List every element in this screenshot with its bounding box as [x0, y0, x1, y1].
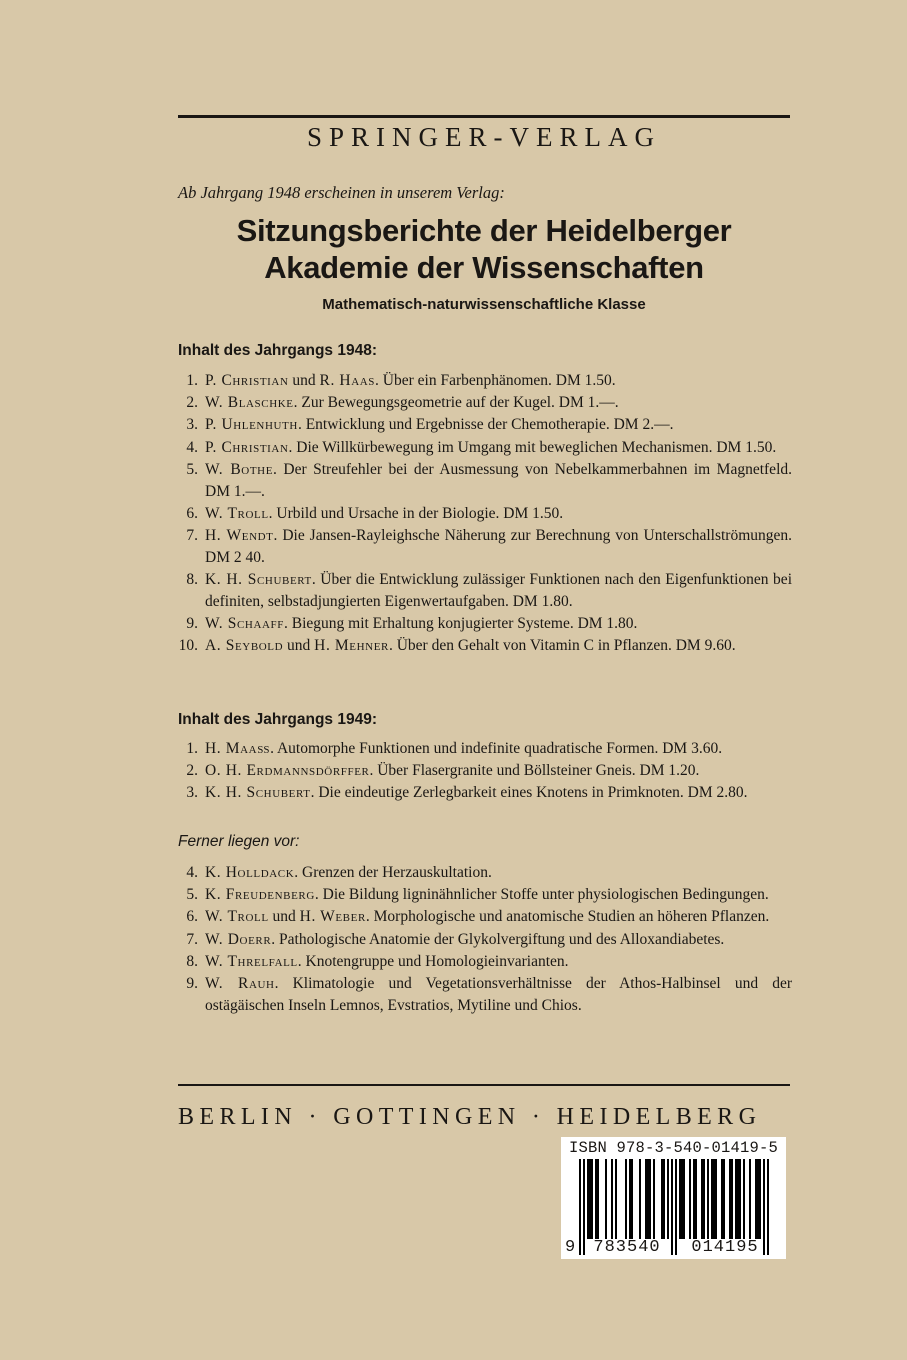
barcode-bar — [597, 1159, 599, 1239]
item-author: K. Freudenberg — [205, 886, 315, 904]
barcode-bar — [605, 1159, 607, 1239]
barcode-bar — [739, 1159, 741, 1239]
author-separator: und — [283, 637, 315, 655]
barcode-bar — [693, 1159, 695, 1239]
item-text: . Klimatologie und Vegetationsverhältnisse der Athos-Halbinsel und der ostägäischen Inseln Lemnos, Evstratios, Mytiline und Chios. — [205, 974, 792, 1014]
barcode-bar — [587, 1159, 589, 1239]
list-item — [178, 569, 792, 613]
item-number: 1. — [186, 372, 198, 389]
barcode-bar — [715, 1159, 717, 1239]
barcode-bar — [757, 1159, 759, 1239]
item-text: . Knotengruppe und Homologieinvarianten. — [297, 952, 569, 970]
author-separator: und — [288, 372, 320, 389]
list-item — [178, 738, 792, 760]
heading-ferner: Ferner liegen vor: — [178, 833, 300, 850]
barcode-bar — [663, 1159, 665, 1239]
item-text: . Pathologische Anatomie der Glykolvergiftung und des Alloxandiabetes. — [271, 930, 725, 948]
heading-1948: Inhalt des Jahrgangs 1948: — [178, 342, 377, 359]
isbn-barcode — [561, 1137, 786, 1259]
list-item — [178, 635, 792, 657]
item-text: . Zur Bewegungsgeometrie auf der Kugel. DM 1.—. — [293, 394, 619, 412]
item-number: 8. — [186, 952, 198, 970]
item-author: W. Troll — [205, 504, 269, 522]
item-author: W. Schaaff — [205, 614, 284, 632]
series-subtitle: Mathematisch-naturwissenschaftliche Klasse — [322, 296, 646, 313]
item-number: 2. — [186, 762, 198, 780]
barcode-bar — [629, 1159, 631, 1239]
barcode-bar — [689, 1159, 691, 1239]
item-author: H. Wendt — [205, 526, 274, 544]
item-author: H. Weber — [299, 908, 366, 926]
item-author: W. Threlfall — [205, 952, 298, 970]
barcode-bar — [611, 1159, 613, 1239]
barcode-bar — [711, 1159, 713, 1239]
barcode-bar — [703, 1159, 705, 1239]
item-number: 9. — [186, 614, 198, 632]
barcode-bar — [683, 1159, 685, 1239]
item-author: P. Christian — [205, 438, 289, 456]
list-1948 — [178, 370, 792, 657]
item-text: . Die Jansen-Rayleighsche Näherung zur Berechnung von Unterschallströmungen. DM 2 40. — [205, 526, 793, 566]
heading-1949: Inhalt des Jahrgangs 1949: — [178, 711, 377, 728]
item-text: . Die eindeutige Zerlegbarkeit eines Knotens in Primknoten. DM 2.80. — [310, 784, 748, 802]
intro-text: Ab Jahrgang 1948 erscheinen in unserem Verlag: — [178, 183, 505, 202]
item-author: W. Blaschke — [205, 394, 294, 412]
item-number: 5. — [186, 886, 198, 904]
barcode-bar — [625, 1159, 627, 1239]
barcode-bar — [743, 1159, 745, 1239]
barcode-bar — [731, 1159, 733, 1239]
list-item — [178, 437, 792, 459]
list-ferner — [178, 862, 792, 1017]
item-number: 3. — [186, 416, 198, 434]
item-number: 5. — [186, 460, 198, 478]
barcode-bar — [723, 1159, 725, 1239]
item-text: . Biegung mit Erhaltung konjugierter Systeme. DM 1.80. — [283, 614, 638, 632]
barcode-bar — [615, 1159, 617, 1239]
barcode-bar — [639, 1159, 641, 1239]
item-author: P. Christian — [205, 372, 289, 389]
barcode-bar — [645, 1159, 647, 1239]
item-text: . Automorphe Funktionen und indefinite quadratische Formen. DM 3.60. — [270, 740, 723, 757]
list-item — [178, 414, 792, 436]
barcode-bar — [735, 1159, 737, 1239]
list-item — [178, 370, 792, 392]
barcode-bar — [707, 1159, 709, 1239]
item-text: . Die Willkürbewegung im Umgang mit beweglichen Mechanismen. DM 1.50. — [288, 438, 777, 456]
barcode-bar — [591, 1159, 593, 1239]
barcode-bar — [661, 1159, 663, 1239]
item-author: K. H. Schubert — [205, 570, 312, 588]
barcode-bar — [713, 1159, 715, 1239]
item-text: . Über ein Farbenphänomen. DM 1.50. — [375, 372, 616, 389]
barcode-bar — [595, 1159, 597, 1239]
item-author: O. H. Erdmannsdörffer — [205, 762, 370, 780]
item-number: 8. — [186, 570, 198, 588]
item-author: W. Bothe — [205, 460, 274, 478]
barcode-bar — [667, 1159, 669, 1239]
item-number: 3. — [186, 784, 198, 802]
item-text: . Urbild und Ursache in der Biologie. DM 1.50. — [268, 504, 564, 522]
barcode-bar — [681, 1159, 683, 1239]
item-number: 6. — [186, 908, 198, 926]
item-number: 7. — [186, 930, 198, 948]
item-author: K. H. Schubert — [205, 784, 311, 802]
list-item — [178, 459, 792, 503]
ean-right-digits: 014195 — [691, 1238, 759, 1257]
list-item — [178, 906, 792, 928]
item-number: 6. — [186, 504, 198, 522]
item-author: H. Maaß — [205, 740, 271, 757]
barcode-bar — [721, 1159, 723, 1239]
isbn-label: ISBN 978-3-540-01419-5 — [568, 1139, 779, 1157]
item-text: . Über Flasergranite und Böllsteiner Gneis. DM 1.20. — [369, 762, 700, 780]
barcode-bar — [649, 1159, 651, 1239]
item-number: 2. — [186, 394, 198, 412]
series-title — [178, 212, 790, 286]
barcode-bar — [695, 1159, 697, 1239]
ean-first-digit: 9 — [565, 1238, 576, 1257]
barcode-bar — [749, 1159, 751, 1239]
item-text: . Über den Gehalt von Vitamin C in Pflanzen. DM 9.60. — [388, 637, 736, 655]
barcode-bar — [679, 1159, 681, 1239]
barcode-bar — [759, 1159, 761, 1239]
barcode-bar — [589, 1159, 591, 1239]
item-number: 9. — [186, 974, 198, 992]
barcode-guard-bar — [675, 1159, 677, 1255]
top-rule — [178, 115, 790, 118]
list-item — [178, 973, 792, 1017]
list-item — [178, 525, 792, 569]
bottom-rule — [178, 1084, 790, 1086]
item-author: W. Rauh — [205, 974, 275, 992]
list-1949 — [178, 738, 792, 805]
item-number: 4. — [186, 438, 198, 456]
item-number: 7. — [186, 526, 198, 544]
barcode-bar — [737, 1159, 739, 1239]
item-author: R. Haas — [319, 372, 376, 389]
list-item — [178, 951, 792, 973]
author-separator: und — [268, 908, 300, 926]
item-author: W. Doerr — [205, 930, 272, 948]
barcode-bar — [631, 1159, 633, 1239]
item-author: K. Holldack — [205, 864, 295, 881]
barcode-bar — [647, 1159, 649, 1239]
item-number: 10. — [178, 637, 198, 655]
item-number: 4. — [186, 864, 198, 881]
item-author: H. Mehner — [314, 637, 389, 655]
item-text: . Entwicklung und Ergebnisse der Chemotherapie. DM 2.—. — [297, 416, 674, 434]
list-item — [178, 862, 792, 884]
item-author: A. Seybold — [205, 637, 284, 655]
item-number: 1. — [186, 740, 198, 757]
item-author: W. Troll — [205, 908, 269, 926]
list-item — [178, 392, 792, 414]
ean-left-digits: 783540 — [593, 1238, 661, 1257]
publisher-name: SPRINGER-VERLAG — [306, 122, 661, 152]
item-text: . Grenzen der Herzauskultation. — [294, 864, 492, 881]
item-text: . Über die Entwicklung zulässiger Funktionen nach den Eigenfunktionen bei definiten, selbstadjungierten Eigenwertaufgaben. DM 1.80. — [205, 570, 792, 610]
series-title-line2: Akademie der Wissenschaften — [264, 250, 704, 285]
list-item — [178, 760, 792, 782]
list-item — [178, 929, 792, 951]
barcode-bar — [755, 1159, 757, 1239]
item-text: . Morphologische und anatomische Studien an höheren Pflanzen. — [365, 908, 770, 926]
cities: BERLIN · GOTTINGEN · HEIDELBERG — [178, 1104, 762, 1130]
series-title-line1: Sitzungsberichte der Heidelberger — [236, 213, 732, 248]
barcode-bar — [701, 1159, 703, 1239]
barcode-bar — [653, 1159, 655, 1239]
barcode-bar — [729, 1159, 731, 1239]
list-item — [178, 503, 792, 525]
item-text: . Die Bildung ligninähnlicher Stoffe unter physiologischen Bedingungen. — [314, 886, 769, 904]
item-author: P. Uhlenhuth — [205, 416, 298, 434]
list-item — [178, 613, 792, 635]
item-text: . Der Streufehler bei der Ausmessung von Nebelkammerbahnen im Magnetfeld. DM 1.—. — [205, 460, 792, 500]
list-item — [178, 782, 792, 804]
list-item — [178, 884, 792, 906]
